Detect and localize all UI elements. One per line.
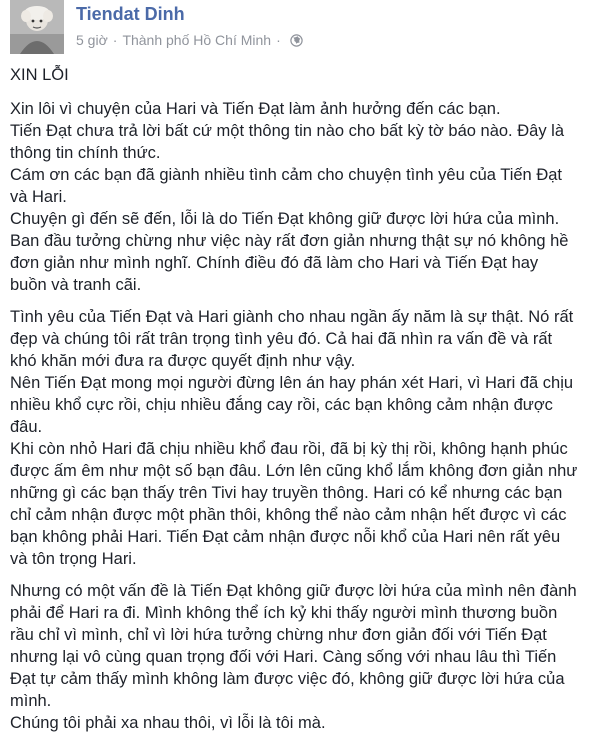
- avatar[interactable]: [10, 0, 64, 54]
- post-text-line: và Hari.: [10, 188, 67, 206]
- post-location[interactable]: Thành phố Hồ Chí Minh: [122, 32, 272, 48]
- post-text-line: phải để Hari ra đi. Mình không thể ích kỷ khi thấy người mình thương buồn: [10, 604, 558, 622]
- post-text-line: mình.: [10, 692, 52, 710]
- post-paragraph: [10, 580, 594, 734]
- post-text-line: được ấm êm như một số bạn đâu. Lớn lên cũng khổ lắm không đơn giản như: [10, 462, 578, 480]
- post-text-line: đâu.: [10, 418, 43, 436]
- post-text-line: nhưng lại vô cùng quan trọng đối với Hari. Càng sống với nhau lâu thì Tiến: [10, 648, 557, 666]
- post-paragraph: [10, 98, 594, 296]
- author-name[interactable]: Tiendat Dinh: [76, 4, 185, 24]
- post-text-line: bạn không phải Hari. Tiến Đạt cảm nhận được nỗi khổ của Hari nên rất yêu: [10, 528, 561, 546]
- post-text-line: Tình yêu của Tiến Đạt và Hari giành cho nhau ngần ấy năm là sự thật. Nó rất: [10, 308, 574, 326]
- post-text-line: Chuyện gì đến sẽ đến, lỗi là do Tiến Đạt không giữ được lời hứa của mình.: [10, 210, 560, 228]
- post-text-line: Khi còn nhỏ Hari đã chịu nhiều khổ đau rồi, đã bị kỳ thị rồi, không hạnh phúc: [10, 440, 568, 458]
- post-paragraphs: [10, 98, 594, 734]
- post-text-line: đẹp và chúng tôi rất trân trọng tình yêu đó. Cả hai đã nhìn ra vấn đề và rất: [10, 330, 553, 348]
- post-text-line: đơn giản như mình nghĩ. Chính điều đó đã làm cho Hari và Tiến Đạt hay: [10, 254, 539, 272]
- post-text-line: Cám ơn các bạn đã giành nhiều tình cảm cho chuyện tình yêu của Tiến Đạt: [10, 166, 562, 184]
- post-text-line: Xin lôi vì chuyện của Hari và Tiến Đạt làm ảnh hưởng đến các bạn.: [10, 100, 501, 118]
- post-text-line: những gì các bạn thấy trên Tivi hay truyền thông. Hari có kể nhưng các bạn: [10, 484, 563, 502]
- post-text-line: nhiều khổ cực rồi, chịu nhiều đắng cay rồi, các bạn không cảm nhận được: [10, 396, 553, 414]
- post-text-line: Ban đầu tưởng chừng như việc này rất đơn giản nhưng thật sự nó không hề: [10, 232, 569, 250]
- post-header: [10, 0, 590, 56]
- post-meta: [76, 32, 303, 48]
- post-text-line: Nên Tiến Đạt mong mọi người đừng lên án hay phán xét Hari, vì Hari đã chịu: [10, 374, 574, 392]
- globe-icon[interactable]: [290, 34, 303, 47]
- meta-separator: ·: [112, 32, 118, 48]
- post-text-line: khó khăn mới đưa ra được quyết định như vậy.: [10, 352, 356, 370]
- post-text-line: thông tin chính thức.: [10, 144, 161, 162]
- post-text-line: Tiến Đạt chưa trả lời bất cứ một thông tin nào cho bất kỳ tờ báo nào. Đây là: [10, 122, 564, 140]
- post-body: [10, 64, 594, 744]
- post-text-line: và tôn trọng Hari.: [10, 550, 137, 568]
- post-text-line: Nhưng có một vấn đề là Tiến Đạt không giữ được lời hứa của mình nên đành: [10, 582, 577, 600]
- post-paragraph: [10, 306, 594, 570]
- post-title: XIN LỖI: [10, 66, 69, 84]
- meta-separator: ·: [276, 32, 281, 48]
- post-text-line: buồn và tranh cãi.: [10, 276, 142, 294]
- post-text-line: chỉ cảm nhận được một phần thôi, không thể nào cảm nhận hết được vì các: [10, 506, 567, 524]
- avatar-image: [10, 0, 64, 54]
- post-time[interactable]: 5 giờ: [76, 32, 108, 48]
- post-text-line: Chúng tôi phải xa nhau thôi, vì lỗi là tôi mà.: [10, 714, 326, 732]
- post-text-line: rầu chỉ vì mình, chỉ vì lời hứa tưởng chừng như đơn giản đối với Tiến Đạt: [10, 626, 547, 644]
- post-text-line: Đạt tự cảm thấy mình không làm được việc đó, không giữ được lời hứa của: [10, 670, 565, 688]
